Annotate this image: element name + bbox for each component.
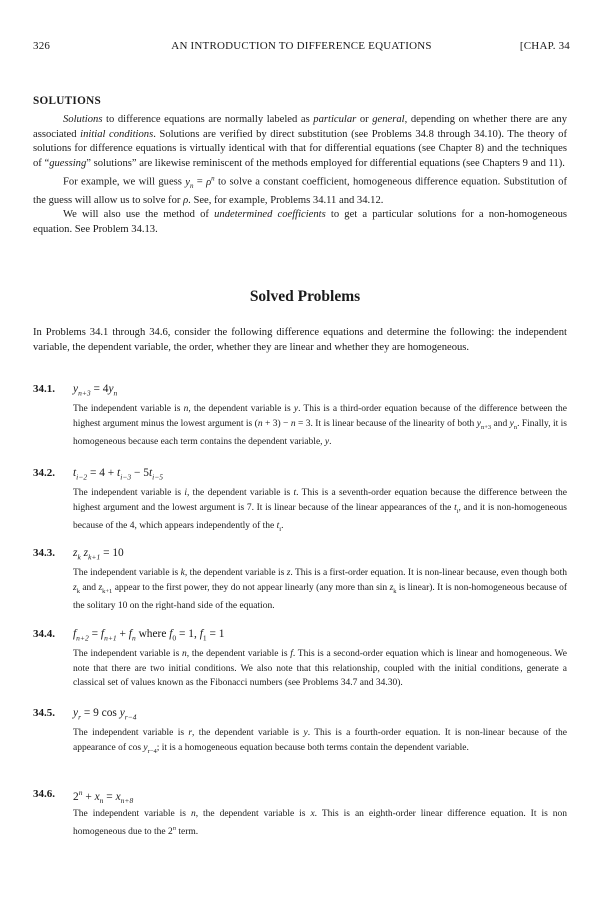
chapter-label: [CHAP. 34 bbox=[519, 40, 570, 52]
problem-solution: The independent variable is n, the dependent variable is x. This is an eighth-order linear difference equation. It is non homogeneous due to the 2$^n$ term. bbox=[73, 809, 567, 837]
problem-solution: The independent variable is i, the dependent variable is t. This is a seventh-order equation because the difference between the highest argument and the lowest argument is 7. It is linear because of the linear appearances of the $t_i$, and it is non-homogeneous because of the 4, which appears independently of the $t_i$. bbox=[73, 488, 568, 533]
problem-solution: The independent variable is n, the dependent variable is f. This is a second-order equation which is linear and homogeneous. We note that there are two initial conditions. We also note that this relationship, coupled with the initial conditions, generate a classical set of values known as the Fibonacci numbers (see Problems 34.7 and 34.30). bbox=[73, 649, 567, 689]
problem-solution: The independent variable is r, the dependent variable is y. This is a fourth-order equation. It is non-linear because of the appearance of $\cos y_{r-4}$; it is a homogeneous equation because both terms contain the dependent variable. bbox=[73, 728, 567, 755]
problem-solution: The independent variable is n, the dependent variable is y. This is a third-order equation because of the difference between the highest argument minus the lowest argument is (n + 3) − n = 3. It is linear because of the linearity of both $y_{n+3}$ and $y_n$. Finally, it is homogeneous because each term contains the dependent variable, y. bbox=[73, 404, 567, 448]
problem-equation: $y_{n+3} = 4y_n$ bbox=[73, 383, 118, 398]
intro-paragraph-2: For example, we will guess $y_n = \rho^n$ to solve a constant coefficient, homogeneous difference equation. Substitution of the guess will allow us to solve for ρ. See, for example, Problems 34.11 and 34.12. bbox=[33, 174, 567, 206]
intro-paragraph-1: Solutions to difference equations are normally labeled as particular or general, depending on whether there are any associated initial conditions. Solutions are verified by direct substitution (see Problems 34.8 through 34.10). The theory of solutions for difference equations is virtually identical with that for differential equations (see Chapter 8) and the techniques of “guessing” solutions” are likewise reminiscent of the methods employed for differential equations (see Chapters 9 and 11). bbox=[33, 114, 568, 169]
solutions-intro bbox=[33, 113, 567, 237]
solutions-title: SOLUTIONS bbox=[33, 95, 101, 107]
problem-equation: $2^n + x_n = x_{n+8}$ bbox=[73, 788, 134, 806]
problem-equation: $z_k$ $z_{k+1} = 10$ bbox=[73, 547, 124, 562]
problem-number: 34.6. bbox=[33, 788, 55, 800]
running-header bbox=[33, 40, 570, 56]
problem-solution: The independent variable is k, the dependent variable is z. This is a first-order equation. It is non-linear because, even though both $z_k$ and $z_{k+1}$ appear to the first power, they do not appear linearly (any more than $\sin z_k$ is linear). It is non-homogeneous because of the solitary 10 on the right-hand side of the equation. bbox=[73, 568, 567, 612]
problem-equation: $t_{i-2} = 4 + t_{i-3} - 5t_{i-5}$ bbox=[73, 467, 164, 482]
problem-number: 34.2. bbox=[33, 467, 55, 479]
page-number: 326 bbox=[33, 40, 51, 52]
problem-equation: $y_r = 9$ $\cos y_{r-4}$ bbox=[73, 707, 137, 722]
problem-number: 34.1. bbox=[33, 383, 55, 395]
intro-paragraph-3: We will also use the method of undetermined coefficients to get a particular solutions for a non-homogeneous equation. See Problem 34.13. bbox=[33, 209, 567, 235]
problem-number: 34.4. bbox=[33, 628, 55, 640]
running-title: AN INTRODUCTION TO DIFFERENCE EQUATIONS bbox=[171, 40, 432, 52]
problem-number: 34.5. bbox=[33, 707, 55, 719]
solved-problems-heading: Solved Problems bbox=[249, 288, 361, 305]
problem-number: 34.3. bbox=[33, 547, 55, 559]
problems-lead-paragraph: In Problems 34.1 through 34.6, consider the following difference equations and determine the following: the independent variable, the dependent variable, the order, whether they are linear and whether they are homogeneous. bbox=[33, 327, 567, 353]
problem-equation: $f_{n+2} = f_{n+1} + f_n$ where $f_0 = 1$, $f_1 = 1$ bbox=[73, 628, 225, 643]
